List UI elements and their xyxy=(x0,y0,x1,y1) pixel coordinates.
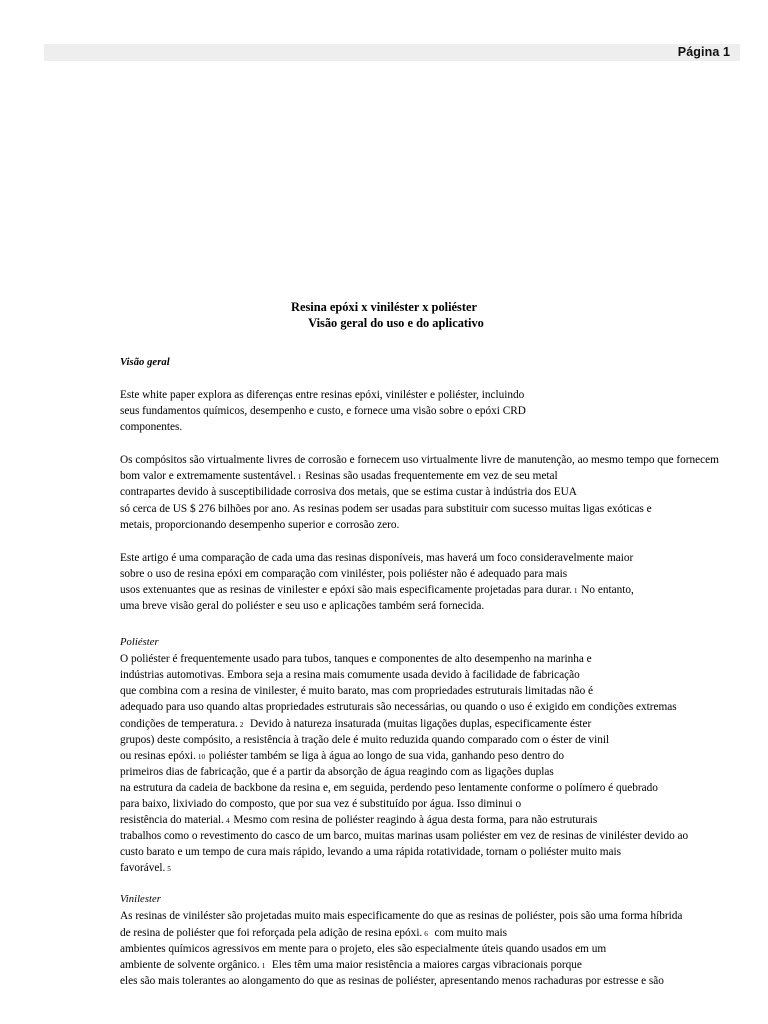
text-line: ambientes químicos agressivos em mente para o projeto, eles são especialmente úteis quando usados em um xyxy=(120,942,607,955)
text-run: bom valor e extremamente sustentável. xyxy=(120,470,296,483)
paragraph-vinylester xyxy=(120,908,742,988)
spacer xyxy=(120,435,742,452)
text-line xyxy=(120,812,742,828)
text-line: só cerca de US $ 276 bilhões por ano. As resinas podem ser usadas para substituir com sucesso muitas ligas exóticas e xyxy=(120,502,652,515)
text-line xyxy=(120,716,742,732)
spacer xyxy=(120,614,742,635)
paragraph-overview-1 xyxy=(120,387,742,435)
title-line-1: Resina epóxi x viniléster x poliéster xyxy=(291,300,477,314)
footnote-marker: 5 xyxy=(167,865,171,874)
text-line: custo barato e um tempo de cura mais rápido, levando a uma rápida rotatividade, tornam o poliéster muito mais xyxy=(120,846,622,859)
text-run: ou resinas epóxi. xyxy=(120,749,196,762)
footnote-marker: 6 xyxy=(424,929,428,938)
text-line: adequado para uso quando altas propriedades estruturais são necessárias, ou quando o uso é exigido em condições extremas xyxy=(120,701,677,714)
spacer xyxy=(120,876,742,892)
text-run: favorável. xyxy=(120,862,166,875)
text-line xyxy=(120,957,742,973)
text-line: Este artigo é uma comparação de cada uma das resinas disponíveis, mas haverá um foco consideravelmente maior xyxy=(120,551,634,564)
paragraph-overview-3 xyxy=(120,550,742,614)
text-run: condições de temperatura. xyxy=(120,717,238,730)
text-line xyxy=(120,860,742,876)
text-run: Mesmo com resina de poliéster reagindo à água desta forma, para não estruturais xyxy=(233,814,598,827)
section-heading-overview: Visão geral xyxy=(120,357,170,368)
spacer xyxy=(120,533,742,550)
text-line: primeiros dias de fabricação, que é a partir da absorção de água reagindo com as ligações duplas xyxy=(120,765,554,778)
text-run: No entanto, xyxy=(581,583,634,596)
text-line: Este white paper explora as diferenças entre resinas epóxi, viniléster e poliéster, incluindo xyxy=(120,389,525,401)
document-title xyxy=(0,300,768,331)
text-run: usos extenuantes que as resinas de vinilester e epóxi são mais especificamente projetadas para durar. xyxy=(120,583,572,596)
text-line xyxy=(120,748,742,764)
footnote-marker: 1 xyxy=(297,473,302,482)
text-run: resistência do material. xyxy=(120,814,224,827)
text-run: ambiente de solvente orgânico. xyxy=(120,958,260,971)
section-heading-polyester: Poliéster xyxy=(120,637,159,649)
text-line: uma breve visão geral do poliéster e seu uso e aplicações também será fornecida. xyxy=(120,600,485,613)
text-run: Resinas são usadas frequentemente em vez de seu metal xyxy=(305,470,558,483)
footnote-marker: 1 xyxy=(573,586,578,595)
page-header-band xyxy=(44,44,740,61)
text-line: que combina com a resina de vinilester, é muito barato, mas com propriedades estruturais limitadas não é xyxy=(120,685,594,698)
footnote-marker: 10 xyxy=(197,752,206,761)
text-run: poliéster também se liga à água ao longo de sua vida, ganhando peso dentro do xyxy=(208,749,565,762)
section-heading-vinylester: Vinilester xyxy=(120,894,161,906)
paragraph-overview-2 xyxy=(120,452,742,532)
text-line: seus fundamentos químicos, desempenho e custo, e fornece uma visão sobre o epóxi CRD xyxy=(120,405,526,418)
footnote-marker: 2 xyxy=(239,720,244,729)
text-line: O poliéster é frequentemente usado para tubos, tanques e componentes de alto desempenho na marinha e xyxy=(120,653,592,666)
text-run: de resina de poliéster que foi reforçada pela adição de resina epóxi. xyxy=(120,926,423,939)
text-line: indústrias automotivas. Embora seja a resina mais comumente usada devido à facilidade de fabricação xyxy=(120,669,580,682)
page-number-label: Página 1 xyxy=(677,45,730,59)
text-line xyxy=(120,468,742,484)
title-line-2: Visão geral do uso e do aplicativo xyxy=(308,315,484,330)
text-run: com muito mais xyxy=(434,926,507,939)
document-sections xyxy=(120,355,742,989)
text-line: trabalhos como o revestimento do casco de um barco, muitas marinas usam poliéster em vez de resinas de viniléster devido ao xyxy=(120,830,689,843)
text-line: Os compósitos são virtualmente livres de corrosão e fornecem uso virtualmente livre de manutenção, ao mesmo tempo que fornecem xyxy=(120,454,719,467)
text-line: para baixo, lixiviado do composto, que por sua vez é substituído por água. Isso diminui o xyxy=(120,797,522,810)
spacer xyxy=(120,371,742,387)
text-run: Eles têm uma maior resistência a maiores cargas vibracionais porque xyxy=(271,958,582,971)
footnote-marker: 4 xyxy=(225,817,230,826)
text-line xyxy=(120,582,742,598)
text-line: As resinas de viniléster são projetadas muito mais especificamente do que as resinas de poliéster, pois são uma forma híbrida xyxy=(120,910,683,923)
footnote-marker: 1 xyxy=(261,961,266,970)
text-line: na estrutura da cadeia de backbone da resina e, em seguida, perdendo peso lentamente conforme o polímero é quebrado xyxy=(120,781,658,794)
text-line: componentes. xyxy=(120,421,183,434)
text-line: contrapartes devido à susceptibilidade corrosiva dos metais, que se estima custar à indústria dos EUA xyxy=(120,486,577,499)
text-line: sobre o uso de resina epóxi em comparação com viniléster, pois poliéster não é adequado para mais xyxy=(120,567,568,580)
text-line xyxy=(120,925,742,941)
text-line: eles são mais tolerantes ao alongamento do que as resinas de poliéster, apresentando menos rachaduras por estresse e são xyxy=(120,974,664,987)
text-line: grupos) deste compósito, a resistência à tração dele é muito reduzida quando comparado com o éster de vinil xyxy=(120,733,610,746)
paragraph-polyester xyxy=(120,651,742,876)
text-run: Devido à natureza insaturada (muitas ligações duplas, especificamente éster xyxy=(249,717,592,730)
text-line: metais, proporcionando desempenho superior e corrosão zero. xyxy=(120,518,400,531)
